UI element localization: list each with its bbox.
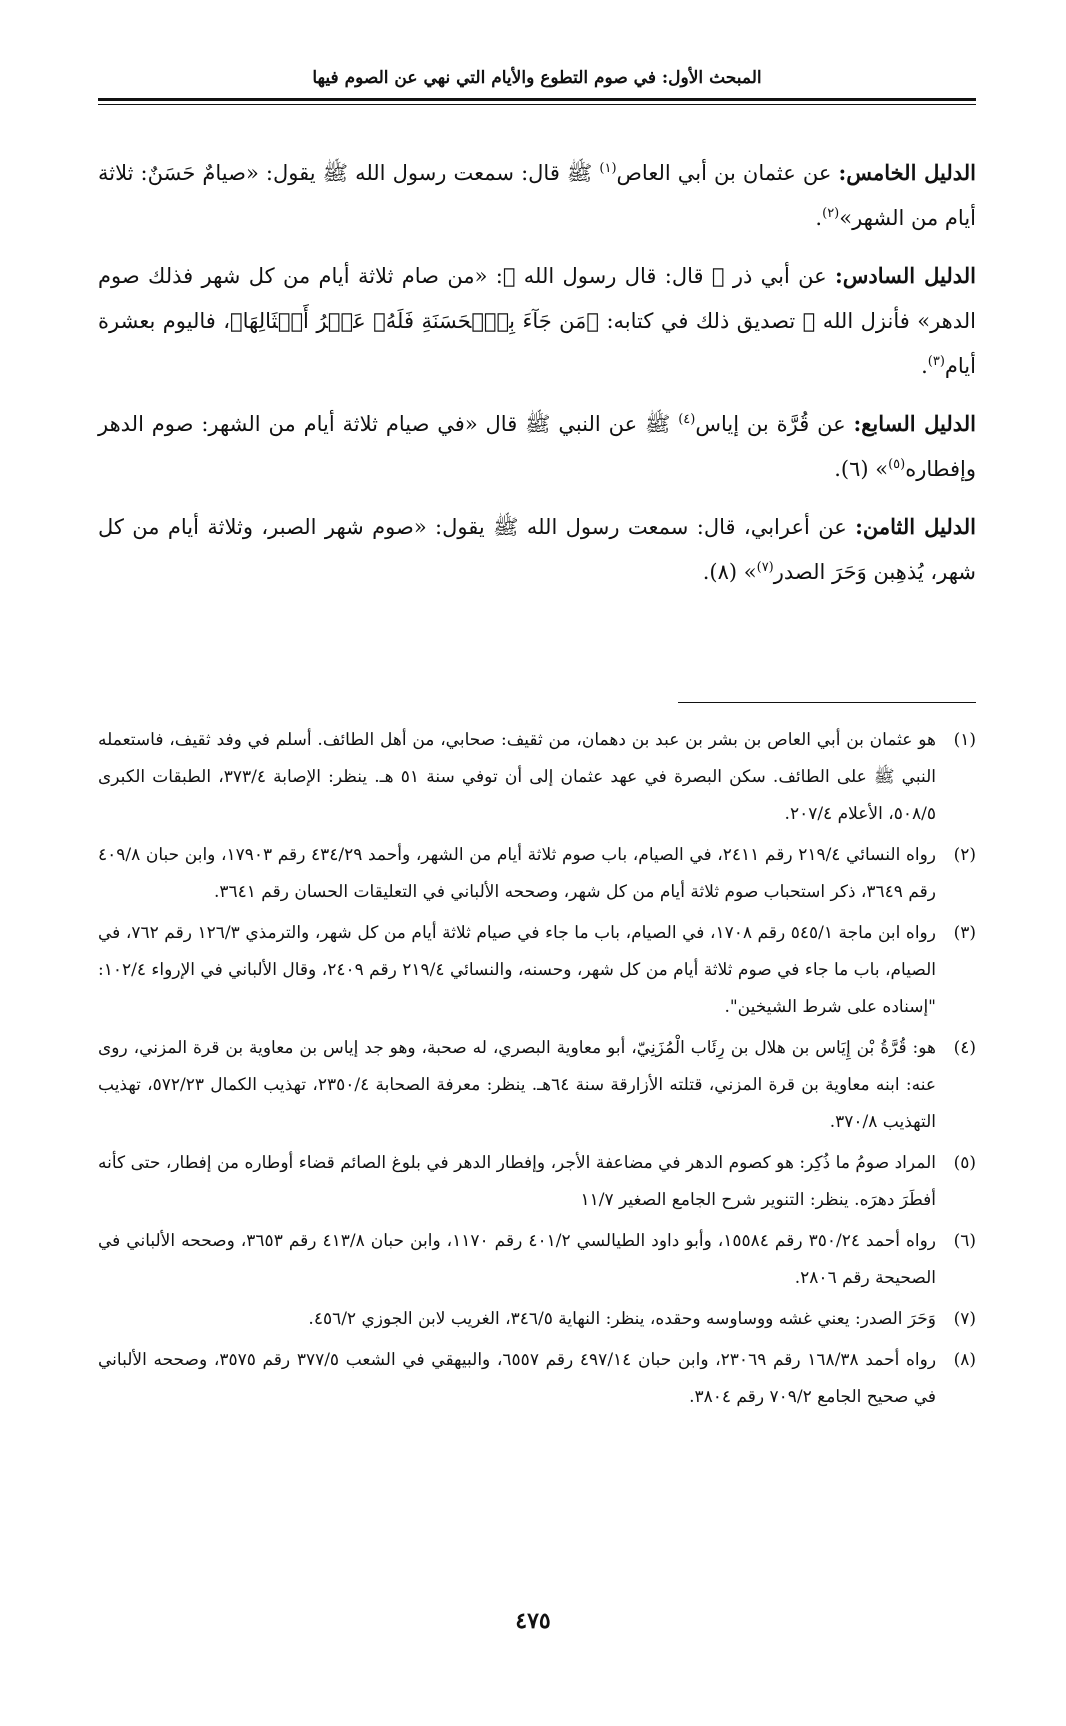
footnote-ref[interactable]: (٥) <box>888 457 906 472</box>
paragraph-text: ﷺ قال: سمعت رسول الله ﷺ يقول: «صيامٌ حَسَنٌ: ثلاثة أيام من الشهر» <box>98 161 976 230</box>
footnote-item <box>98 722 976 833</box>
paragraph-text: عن أبي ذر ﷺ قال: قال رسول الله ﷺ: «من صام ثلاثة أيام من كل شهر فذلك صوم الدهر» فأنزل الله ﷻ تصديق ذلك في كتابه: ﴿مَن جَآءَ بِٱلۡحَسَنَةِ فَلَهُۥ عَشۡرُ أَمۡثَالِهَا﴾، فاليوم بعشرة أيام <box>98 264 976 378</box>
footnote-item <box>98 1342 976 1416</box>
paragraph-text: عن أعرابي، قال: سمعت رسول الله ﷺ يقول: «صوم شهر الصبر، وثلاثة أيام من كل شهر، يُذهِبن وَحَرَ الصدر <box>98 515 976 584</box>
footnote-number: (١) <box>953 730 976 750</box>
paragraph-label: الدليل السادس: <box>835 263 977 288</box>
paragraph-text: عن قُرَّة بن إياس <box>695 412 854 436</box>
paragraph-label: الدليل السابع: <box>853 411 976 436</box>
footnote-ref[interactable]: (١) <box>599 161 617 176</box>
evidence-paragraph-6 <box>98 253 976 389</box>
evidence-paragraph-8 <box>98 504 976 595</box>
footnote-number: (٧) <box>953 1309 976 1329</box>
paragraph-text: . <box>921 354 928 378</box>
header-rule-thick <box>98 98 976 101</box>
footnote-number: (٢) <box>953 845 976 865</box>
footnote-text: هو عثمان بن أبي العاص بن بشر بن عبد بن دهمان، من ثقيف: صحابي، من أهل الطائف. أسلم في وفد ثقيف، فاستعمله النبي ﷺ على الطائف. سكن البصرة في عهد عثمان إلى أن توفي سنة ٥١ هـ. ينظر: الإصابة ٣٧٣/٤، الطبقات الكبرى ٥٠٨/٥، الأعلام ٢٠٧/٤. <box>98 730 937 824</box>
footnote-text: رواه أحمد ١٦٨/٣٨ رقم ٢٣٠٦٩، وابن حبان ٤٩٧/١٤ رقم ٦٥٥٧، والبيهقي في الشعب ٣٧٧/٥ رقم ٣٥٧٥، وصححه الألباني في صحيح الجامع ٧٠٩/٢ رقم ٣٨٠٤. <box>98 1350 937 1407</box>
footnote-number: (٦) <box>953 1231 976 1251</box>
footnote-item <box>98 1301 976 1338</box>
footnote-text: رواه أحمد ٣٥٠/٢٤ رقم ١٥٥٨٤، وأبو داود الطيالسي ٤٠١/٢ رقم ١١٧٠، وابن حبان ٤١٣/٨ رقم ٣٦٥٣، وصححه الألباني في الصحيحة رقم ٢٨٠٦. <box>98 1231 936 1288</box>
paragraph-text: » (٦). <box>834 457 889 481</box>
paragraph-text: . <box>815 206 823 230</box>
footnote-text: وَحَرَ الصدر: يعني غشه ووساوسه وحقده، ينظر: النهاية ٣٤٦/٥، الغريب لابن الجوزي ٤٥٦/٢. <box>308 1309 936 1329</box>
footnote-item <box>98 1030 976 1141</box>
paragraph-label: الدليل الثامن: <box>855 514 976 539</box>
footnote-item <box>98 837 976 911</box>
footnote-number: (٤) <box>953 1038 976 1058</box>
footnotes <box>98 722 976 1420</box>
header-rule-thin <box>98 104 976 105</box>
footnote-item <box>98 915 976 1026</box>
evidence-paragraph-5 <box>98 150 976 241</box>
footnote-text: المراد صومُ ما ذُكِر: هو كصوم الدهر في مضاعفة الأجر، وإفطار الدهر في بلوغ الصائم قضاء أوطاره من إفطار، حتى كأنه أفطَرَ دهرَه. ينظر: التنوير شرح الجامع الصغير ١١/٧ <box>98 1153 936 1210</box>
paragraph-text: عن عثمان بن أبي العاص <box>616 161 839 185</box>
footnote-text: هو: قُرَّةُ بْن إِيَاس بن هلال بن رِئَاب الْمُزَنِيّ، أبو معاوية البصري، له صحبة، وهو جد إياس بن معاوية بن قرة المزني، روى عنه: ابنه معاوية بن قرة المزني، قتلته الأزارقة سنة ٦٤هـ. ينظر: معرفة الصحابة ٢٣٥٠/٤، تهذيب الكمال ٥٧٢/٢٣، تهذيب التهذيب ٣٧٠/٨. <box>98 1038 936 1132</box>
running-header: المبحث الأول: في صوم التطوع والأيام التي نهي عن الصوم فيها <box>312 68 762 88</box>
footnote-number: (٥) <box>953 1153 976 1173</box>
paragraph-text: » (٨). <box>702 560 757 584</box>
footnote-item <box>98 1223 976 1297</box>
footnote-ref[interactable]: (٤) <box>678 412 696 427</box>
footnote-number: (٣) <box>953 923 976 943</box>
evidence-paragraph-7 <box>98 401 976 492</box>
footnote-item <box>98 1145 976 1219</box>
main-text <box>98 150 976 607</box>
footnote-ref[interactable]: (٢) <box>822 206 840 221</box>
footnote-ref[interactable]: (٧) <box>756 560 774 575</box>
paragraph-label: الدليل الخامس: <box>838 160 977 185</box>
footnote-text: رواه النسائي ٢١٩/٤ رقم ٢٤١١، في الصيام، باب صوم ثلاثة أيام من الشهر، وأحمد ٤٣٤/٢٩ رقم ١٧٩٠٣، وابن حبان ٤٠٩/٨ رقم ٣٦٤٩، ذكر استحباب صوم ثلاثة أيام من كل شهر، وصححه الألباني في التعليقات الحسان رقم ٣٦٤١. <box>98 845 936 902</box>
paragraph-text: ﷺ عن النبي ﷺ قال «في صيام ثلاثة أيام من الشهر: صوم الدهر وإفطاره <box>98 412 976 481</box>
page-number: ٤٧٥ <box>515 1608 551 1634</box>
footnote-text: رواه ابن ماجة ٥٤٥/١ رقم ١٧٠٨، في الصيام، باب ما جاء في صيام ثلاثة أيام من كل شهر، والترمذي ١٢٦/٣ رقم ٧٦٢، في الصيام، باب ما جاء في صوم ثلاثة أيام من كل شهر، وحسنه، والنسائي ٢١٩/٤ رقم ٢٤٠٩، وقال الألباني في الإرواء ١٠٢/٤: "إسناده على شرط الشيخين". <box>98 923 936 1017</box>
footnote-ref[interactable]: (٣) <box>927 354 945 369</box>
footnote-number: (٨) <box>953 1350 977 1370</box>
footnote-separator <box>678 702 976 703</box>
